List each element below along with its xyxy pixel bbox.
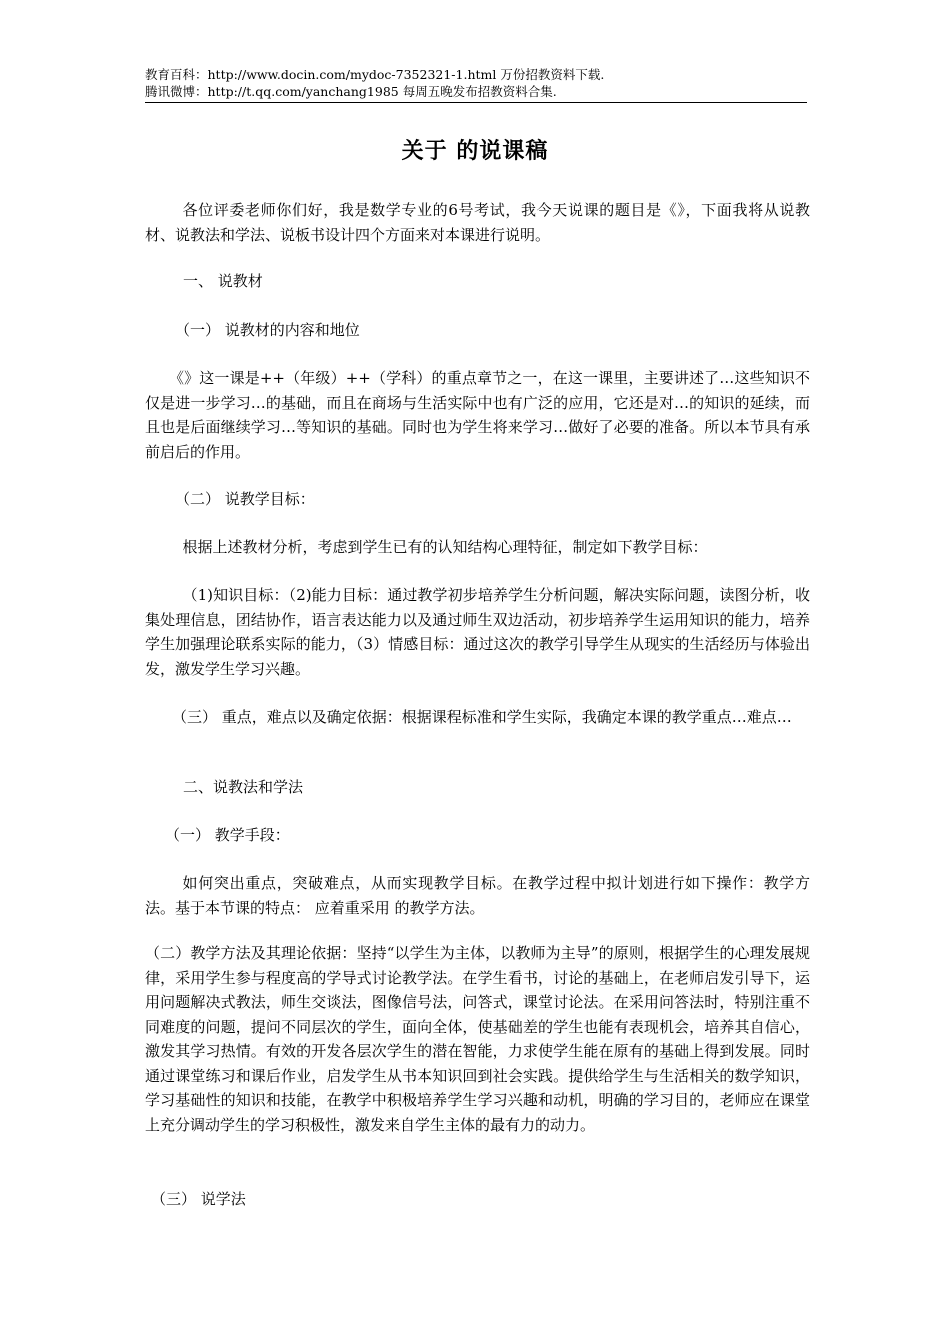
section-heading-textbook: 一、 说教材 (183, 272, 263, 290)
subheading-learning-method: （三） 说学法 (151, 1190, 246, 1208)
subheading-content-position: （一） 说教材的内容和地位 (175, 321, 360, 339)
document-title: 关于 的说课稿 (401, 138, 549, 164)
header-line-docin: 教育百科：http://www.docin.com/mydoc-7352321-1.html 万份招教资料下载. (145, 67, 605, 82)
paragraph-key-points: （三） 重点，难点以及确定依据：根据课程标准和学生实际，我确定本课的教学重点…难点… (172, 708, 792, 726)
paragraph-teaching-means: 如何突出重点，突破难点，从而实现教学目标。在教学过程中拟计划进行如下操作：教学方法。基于本节课的特点： 应着重采用 的教学方法。 (145, 874, 810, 917)
paragraph-content-position: 《》这一课是++（年级）++（学科）的重点章节之一，在这一课里，主要讲述了…这些知识不仅是进一步学习…的基础，而且在商场与生活实际中也有广泛的应用，它还是对…的知识的延续，而且也是后面继续学习…等知识的基础。同时也为学生将来学习…做好了必要的准备。所以本节具有承前启后的作用。 (145, 369, 810, 461)
section-heading-methods: 二、说教法和学法 (183, 778, 304, 796)
page-header (145, 66, 807, 103)
paragraph-goals-detail: （1)知识目标：（2)能力目标：通过教学初步培养学生分析问题，解决实际问题，读图分析，收集处理信息，团结协作，语言表达能力以及通过师生双边活动，初步培养学生运用知识的能力，培养学生加强理论联系实际的能力，（3）情感目标：通过这次的教学引导学生从现实的生活经历与体验出发，激发学生学习兴趣。 (145, 586, 810, 678)
subheading-teaching-means: （一） 教学手段： (165, 826, 290, 844)
subheading-teaching-goals: （二） 说教学目标： (175, 490, 315, 508)
header-line-weibo: 腾讯微博：http://t.qq.com/yanchang1985 每周五晚发布招教资料合集. (145, 84, 557, 99)
paragraph-method-theory: （二）教学方法及其理论依据：坚持“以学生为主体，以教师为主导”的原则，根据学生的心理发展规律，采用学生参与程度高的学导式讨论教学法。在学生看书，讨论的基础上，在老师启发引导下，运用问题解决式教法，师生交谈法，图像信号法，问答式，课堂讨论法。在采用问答法时，特别注重不同难度的问题，提问不同层次的学生，面向全体，使基础差的学生也能有表现机会，培养其自信心，激发其学习热情。有效的开发各层次学生的潜在智能，力求使学生能在原有的基础上得到发展。同时通过课堂练习和课后作业，启发学生从书本知识回到社会实践。提供给学生与生活相关的数学知识，学习基础性的知识和技能，在教学中积极培养学生学习兴趣和动机，明确的学习目的，老师应在课堂上充分调动学生的学习积极性，激发来自学生主体的最有力的动力。 (145, 944, 810, 1134)
intro-paragraph: 各位评委老师你们好，我是数学专业的6号考试，我今天说课的题目是《》，下面我将从说教材、说教法和学法、说板书设计四个方面来对本课进行说明。 (145, 201, 810, 244)
paragraph-goals-intro: 根据上述教材分析，考虑到学生已有的认知结构心理特征，制定如下教学目标： (182, 538, 708, 556)
